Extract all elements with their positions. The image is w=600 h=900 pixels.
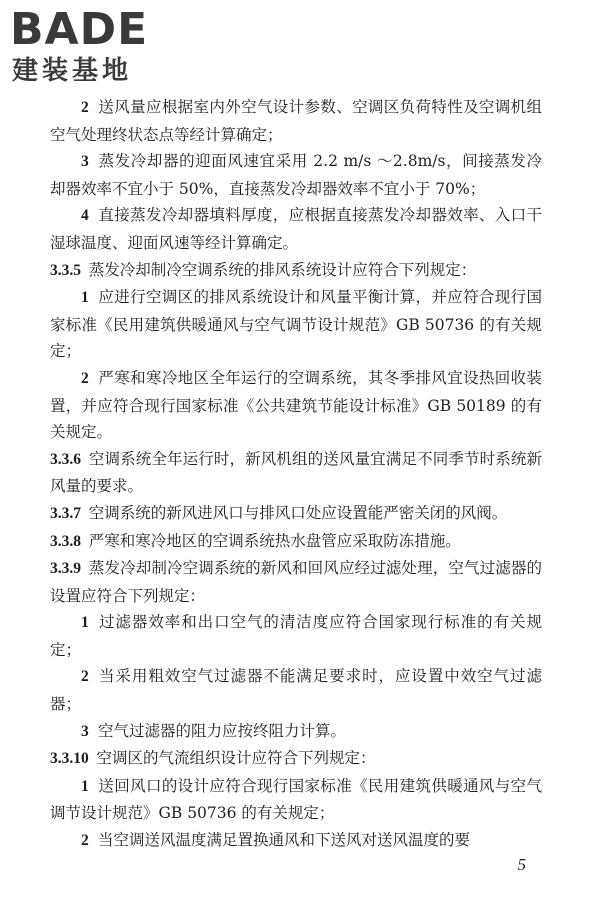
paragraph-text: 空调系统全年运行时，新风机组的送风量宜满足不同季节时系统新风量的要求。 xyxy=(50,449,542,496)
paragraph-text: 当空调送风温度满足置换通风和下送风对送风温度的要 xyxy=(98,831,471,850)
paragraph-text: 当采用粗效空气过滤器不能满足要求时，应设置中效空气过滤器； xyxy=(50,667,542,714)
list-item-paragraph xyxy=(50,148,542,202)
item-number: 3 xyxy=(81,722,89,740)
clause-number: 3.3.6 xyxy=(50,450,81,468)
list-item-paragraph xyxy=(50,202,542,256)
paragraph-text: 送回风口的设计应符合现行国家标准《民用建筑供暖通风与空气调节设计规范》GB 50736 的有关规定； xyxy=(50,776,542,823)
paragraph-text: 送风量应根据室内外空气设计参数、空调区负荷特性及空调机组空气处理终状态点等经计算确定； xyxy=(50,98,542,144)
list-item-paragraph xyxy=(50,773,542,827)
paragraph-text: 空调区的气流组织设计应符合下列规定： xyxy=(96,749,376,768)
item-number: 2 xyxy=(81,668,89,686)
paragraph-text: 蒸发冷却制冷空调系统的新风和回风应经过滤处理，空气过滤器的设置应符合下列规定： xyxy=(50,559,542,605)
clause-number: 3.3.10 xyxy=(50,750,89,768)
paragraph-text: 蒸发冷却器的迎面风速宜采用 2.2 m/s ～2.8m/s，间接蒸发冷却器效率不宜小于 50%，直接蒸发冷却器效率不宜小于 70%； xyxy=(50,152,542,198)
item-number: 4 xyxy=(81,207,89,225)
list-item-paragraph xyxy=(50,609,542,663)
list-item-paragraph xyxy=(50,663,542,717)
clause-number: 3.3.5 xyxy=(50,261,81,279)
item-number: 1 xyxy=(81,614,89,632)
watermark-cjk-text: 建装基地 xyxy=(12,56,133,86)
list-item-paragraph xyxy=(50,827,542,855)
document-body xyxy=(50,94,542,855)
item-number: 1 xyxy=(81,777,89,795)
clause-number: 3.3.9 xyxy=(50,560,81,578)
bade-watermark-logo xyxy=(8,6,178,92)
item-number: 2 xyxy=(81,832,89,850)
list-item-paragraph xyxy=(50,94,542,148)
item-number: 2 xyxy=(81,99,89,116)
item-number: 3 xyxy=(81,153,89,171)
paragraph-text: 蒸发冷却制冷空调系统的排风系统设计应符合下列规定： xyxy=(88,260,477,279)
clause-paragraph xyxy=(50,446,542,500)
clause-paragraph xyxy=(50,745,542,773)
paragraph-text: 严寒和寒冷地区的空调系统热水盘管应采取防冻措施。 xyxy=(88,531,461,550)
list-item-paragraph xyxy=(50,284,542,365)
watermark-latin-text: BADE xyxy=(10,4,149,55)
paragraph-text: 空气过滤器的阻力应按终阻力计算。 xyxy=(98,721,347,740)
clause-number: 3.3.7 xyxy=(50,504,81,522)
item-number: 2 xyxy=(81,369,89,387)
clause-paragraph xyxy=(50,257,542,285)
clause-paragraph xyxy=(50,528,542,556)
paragraph-text: 直接蒸发冷却器填料厚度，应根据直接蒸发冷却器效率、入口干湿球温度、迎面风速等经计算确定。 xyxy=(50,206,542,252)
item-number: 1 xyxy=(81,289,89,307)
list-item-paragraph xyxy=(50,365,542,446)
list-item-paragraph xyxy=(50,718,542,746)
paragraph-text: 应进行空调区的排风系统设计和风量平衡计算，并应符合现行国家标准《民用建筑供暖通风与空气调节设计规范》GB 50736 的有关规定； xyxy=(50,288,542,361)
clause-number: 3.3.8 xyxy=(50,532,81,550)
paragraph-text: 过滤器效率和出口空气的清洁度应符合国家现行标准的有关规定； xyxy=(50,613,542,659)
paragraph-text: 空调系统的新风进风口与排风口处应设置能严密关闭的风阀。 xyxy=(88,503,508,522)
clause-paragraph xyxy=(50,555,542,609)
paragraph-text: 严寒和寒冷地区全年运行的空调系统，其冬季排风宜设热回收装置，并应符合现行国家标准《公共建筑节能设计标准》GB 50189 的有关规定。 xyxy=(50,368,542,442)
page-number: 5 xyxy=(517,855,526,874)
clause-paragraph xyxy=(50,500,542,528)
